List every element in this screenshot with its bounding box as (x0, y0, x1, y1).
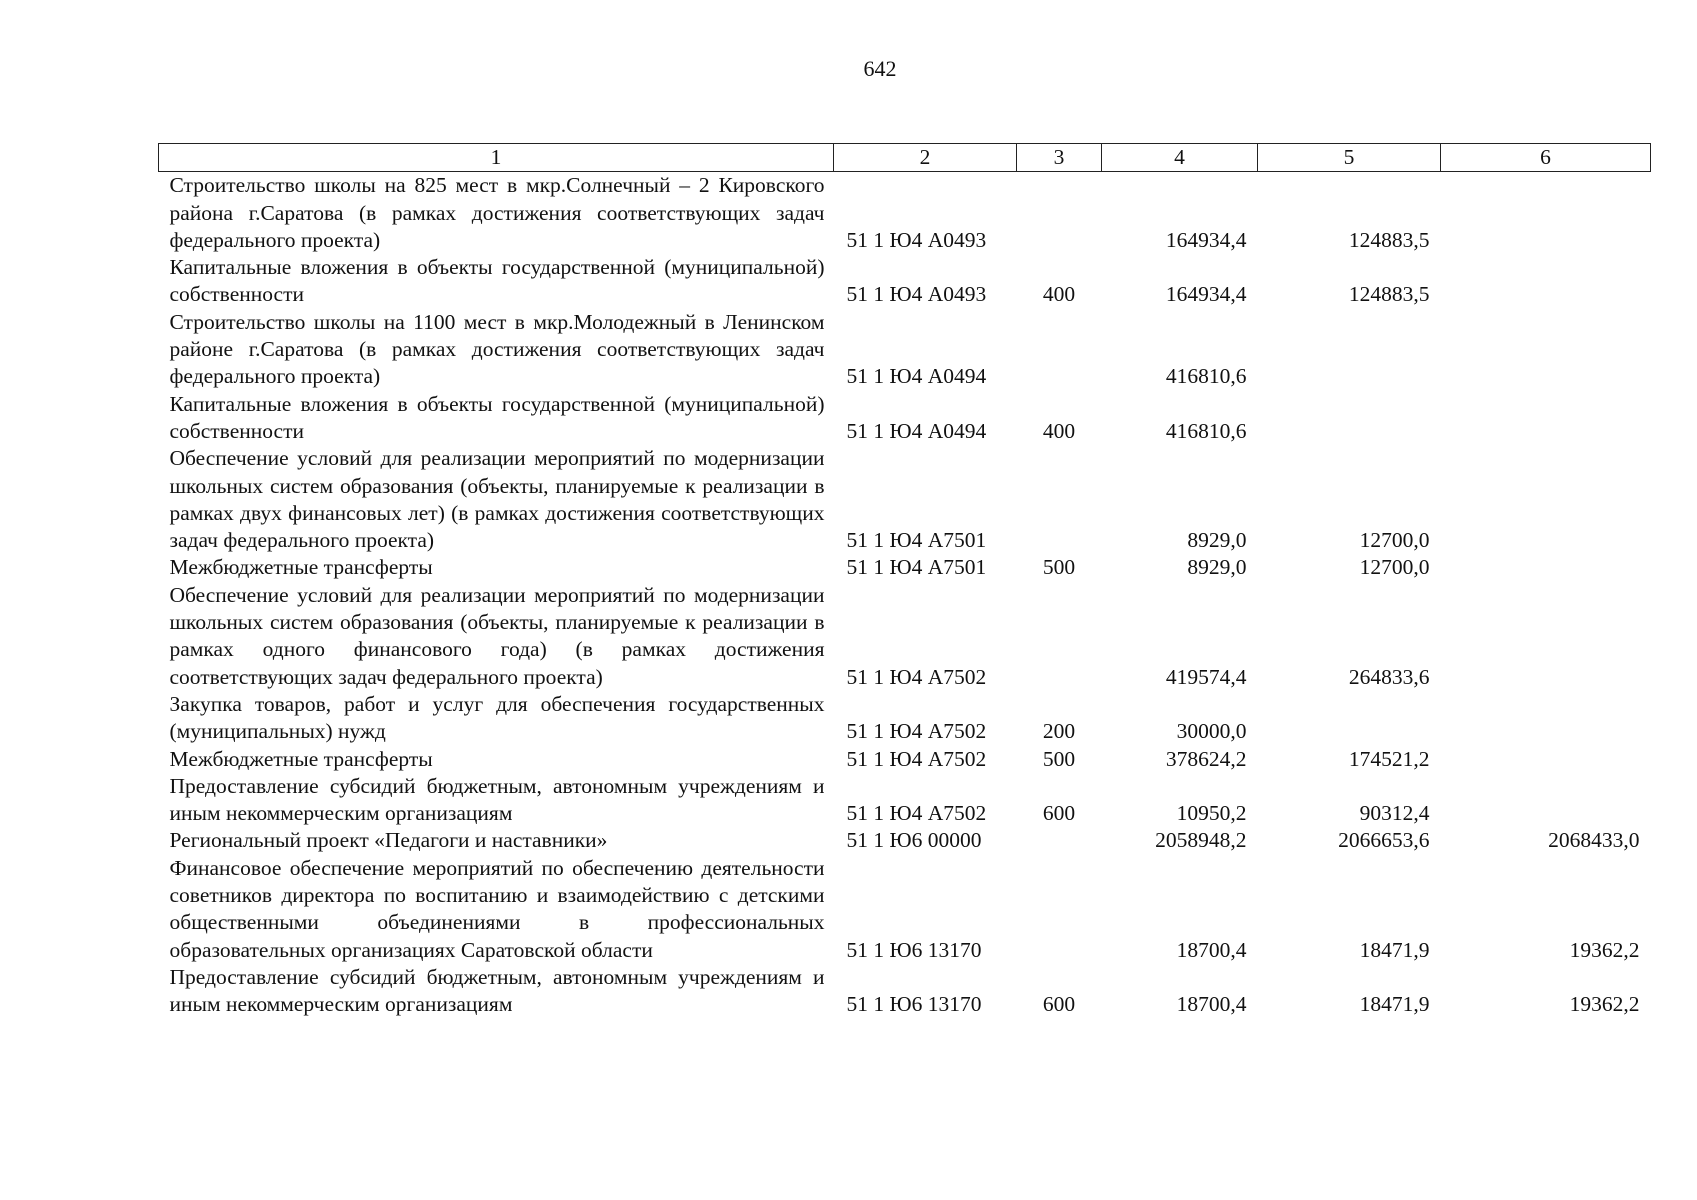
row-expense-type: 200 (1042, 719, 1076, 744)
table-row (159, 855, 1651, 964)
row-name: Обеспечение условий для реализации мероприятий по модернизации школьных систем образования (объекты, планируемые к реализации в рамках одного финансового года) (в рамках достижения соответствующих задач федерального проекта) (169, 582, 825, 689)
row-expense-type (1017, 172, 1102, 254)
table-row (159, 691, 1651, 746)
row-expense-type: 600 (1042, 992, 1076, 1017)
table-row (159, 746, 1651, 773)
row-code: 51 1 Ю4 А0494 (846, 364, 987, 389)
row-expense-type: 400 (1042, 418, 1076, 443)
row-value-6 (1441, 554, 1651, 581)
row-name: Межбюджетные трансферты (169, 746, 433, 771)
table-row (159, 391, 1651, 446)
row-value-6 (1441, 773, 1651, 828)
table-row (159, 254, 1651, 309)
row-code: 51 1 Ю6 13170 (846, 937, 982, 962)
table-row (159, 554, 1651, 581)
header-col-3: 3 (1017, 144, 1102, 172)
row-code: 51 1 Ю4 А7502 (846, 746, 987, 771)
table-row (159, 964, 1651, 1019)
row-value-4: 416810,6 (1165, 418, 1247, 443)
budget-table (158, 143, 1651, 1019)
row-value-5: 12700,0 (1359, 555, 1430, 580)
row-expense-type: 500 (1042, 746, 1076, 771)
row-value-4: 378624,2 (1165, 746, 1247, 771)
row-value-6 (1441, 445, 1651, 554)
row-value-6: 2068433,0 (1548, 828, 1640, 853)
row-expense-type (1017, 827, 1102, 854)
row-value-5 (1258, 691, 1441, 746)
header-col-5: 5 (1258, 144, 1441, 172)
row-value-5: 90312,4 (1359, 801, 1430, 826)
row-value-4: 18700,4 (1176, 937, 1247, 962)
row-name: Межбюджетные трансферты (169, 555, 433, 580)
row-value-5: 124883,5 (1348, 227, 1430, 252)
row-name: Финансовое обеспечение мероприятий по обеспечению деятельности советников директора по воспитанию и взаимодействию с детскими общественными объединениями в профессиональных образовательных организациях Саратовской области (169, 855, 825, 962)
row-name: Капитальные вложения в объекты государственной (муниципальной) собственности (169, 391, 825, 443)
table-row (159, 172, 1651, 254)
row-name: Капитальные вложения в объекты государственной (муниципальной) собственности (169, 255, 825, 307)
row-value-5: 12700,0 (1359, 528, 1430, 553)
row-value-4: 8929,0 (1187, 555, 1247, 580)
row-value-4: 10950,2 (1176, 801, 1247, 826)
table-row (159, 827, 1651, 854)
header-col-4: 4 (1102, 144, 1258, 172)
row-code: 51 1 Ю4 А7502 (846, 801, 987, 826)
row-value-4: 30000,0 (1176, 719, 1247, 744)
table-row (159, 582, 1651, 691)
row-name: Строительство школы на 825 мест в мкр.Солнечный – 2 Кировского района г.Саратова (в рамках достижения соответствующих задач федерального проекта) (169, 173, 825, 252)
row-value-4: 2058948,2 (1155, 828, 1247, 853)
row-code: 51 1 Ю4 А0494 (846, 418, 987, 443)
row-expense-type: 600 (1042, 801, 1076, 826)
row-value-5: 264833,6 (1348, 664, 1430, 689)
row-code: 51 1 Ю4 А0493 (846, 227, 987, 252)
row-value-5: 124883,5 (1348, 282, 1430, 307)
header-col-6: 6 (1441, 144, 1651, 172)
row-expense-type: 500 (1042, 555, 1076, 580)
row-code: 51 1 Ю4 А7501 (846, 555, 987, 580)
row-code: 51 1 Ю6 00000 (846, 828, 982, 853)
header-col-1: 1 (159, 144, 834, 172)
row-value-4: 8929,0 (1187, 528, 1247, 553)
row-code: 51 1 Ю4 А7501 (846, 528, 987, 553)
row-value-5 (1258, 391, 1441, 446)
row-code: 51 1 Ю4 А7502 (846, 664, 987, 689)
row-value-5: 18471,9 (1359, 992, 1430, 1017)
row-value-5: 174521,2 (1348, 746, 1430, 771)
row-value-6 (1441, 691, 1651, 746)
row-value-4: 164934,4 (1165, 227, 1247, 252)
row-value-4: 18700,4 (1176, 992, 1247, 1017)
row-name: Предоставление субсидий бюджетным, автономным учреждениям и иным некоммерческим организациям (169, 773, 825, 826)
row-value-6 (1441, 391, 1651, 446)
header-col-2: 2 (834, 144, 1017, 172)
row-value-5 (1258, 309, 1441, 391)
row-value-5: 2066653,6 (1338, 828, 1430, 853)
row-value-6 (1441, 582, 1651, 691)
row-name: Региональный проект «Педагоги и наставники» (169, 828, 608, 853)
row-expense-type: 400 (1042, 282, 1076, 307)
row-value-6 (1441, 309, 1651, 391)
row-expense-type (1017, 582, 1102, 691)
row-name: Предоставление субсидий бюджетным, автономным учреждениям и иным некоммерческим организациям (169, 964, 825, 1017)
row-value-6 (1441, 746, 1651, 773)
row-value-6: 19362,2 (1569, 992, 1640, 1017)
row-code: 51 1 Ю4 А0493 (846, 282, 987, 307)
row-value-6 (1441, 172, 1651, 254)
row-value-4: 416810,6 (1165, 364, 1247, 389)
row-value-6 (1441, 254, 1651, 309)
row-name: Обеспечение условий для реализации мероприятий по модернизации школьных систем образования (объекты, планируемые к реализации в рамках двух финансовых лет) (в рамках достижения соответствующих задач федерального проекта) (169, 446, 825, 553)
row-value-4: 419574,4 (1165, 664, 1247, 689)
row-value-5: 18471,9 (1359, 937, 1430, 962)
row-name: Строительство школы на 1100 мест в мкр.Молодежный в Ленинском районе г.Саратова (в рамках достижения соответствующих задач федерального проекта) (169, 309, 825, 389)
row-expense-type (1017, 855, 1102, 964)
table-row (159, 773, 1651, 828)
table-row (159, 445, 1651, 554)
page-number: 642 (863, 56, 897, 81)
table-row (159, 309, 1651, 391)
row-expense-type (1017, 445, 1102, 554)
row-value-4: 164934,4 (1165, 282, 1247, 307)
row-code: 51 1 Ю4 А7502 (846, 719, 987, 744)
row-name: Закупка товаров, работ и услуг для обеспечения государственных (муниципальных) нужд (169, 691, 825, 744)
row-value-6: 19362,2 (1569, 937, 1640, 962)
header-row (159, 144, 1651, 172)
row-expense-type (1017, 309, 1102, 391)
row-code: 51 1 Ю6 13170 (846, 992, 982, 1017)
